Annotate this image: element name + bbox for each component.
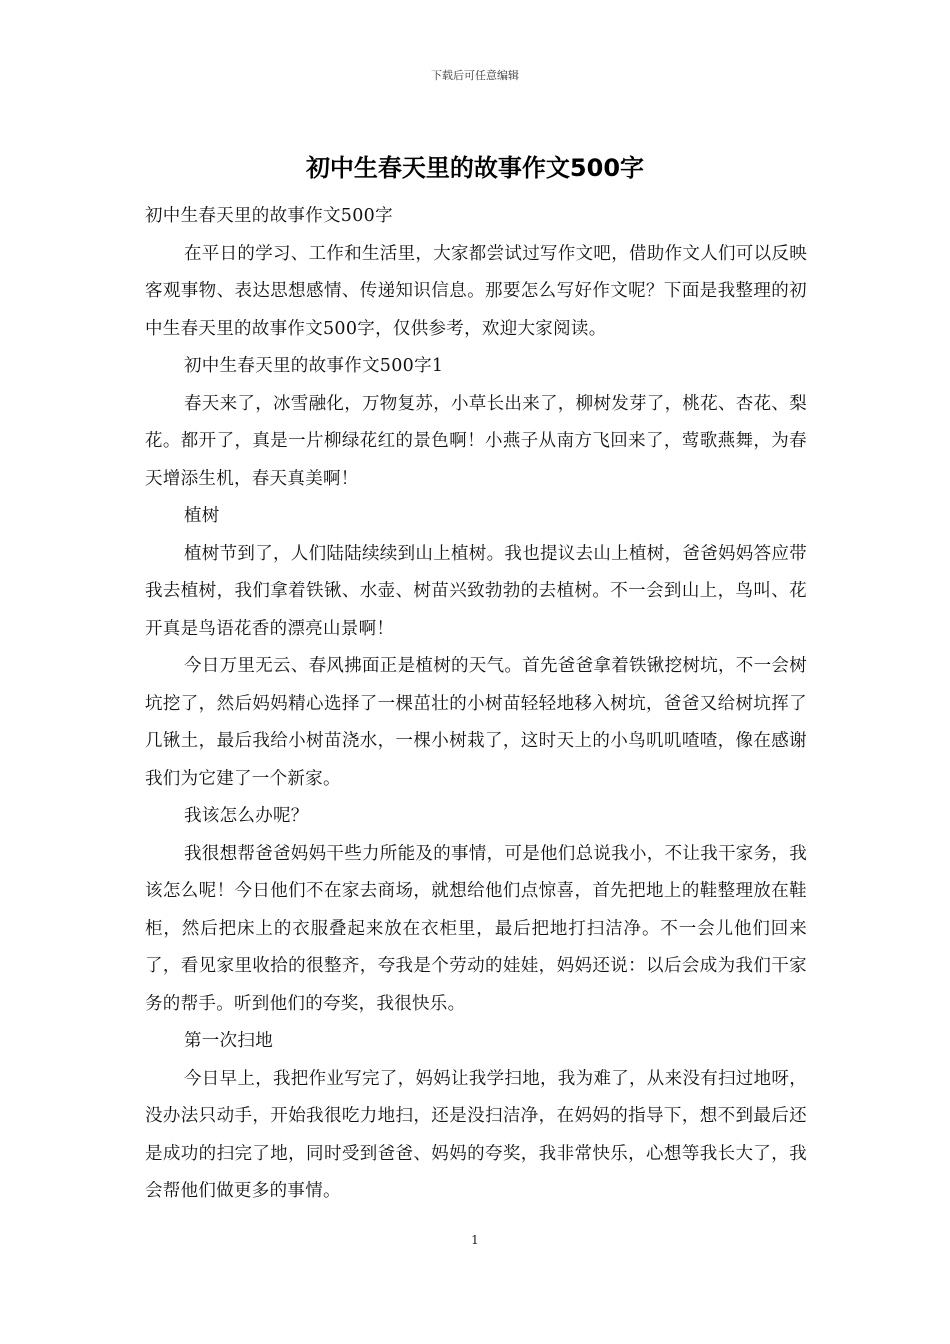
document-body [145, 198, 807, 1211]
planting-paragraph-1: 植树节到了，人们陆陆续续到山上植树。我也提议去山上植树，爸爸妈妈答应带我去植树，我们拿着铁锹、水壶、树苗兴致勃勃的去植树。不一会到山上，鸟叫、花开真是鸟语花香的漂亮山景啊！ [145, 543, 807, 639]
header-note: 下载后可任意编辑 [431, 69, 519, 82]
spring-paragraph: 春天来了，冰雪融化，万物复苏，小草长出来了，柳树发芽了，桃花、杏花、梨花。都开了，真是一片柳绿花红的景色啊！小燕子从南方飞回来了，莺歌燕舞，为春天增添生机，春天真美啊！ [145, 393, 807, 489]
section-heading-what-to-do: 我该怎么办呢？ [184, 806, 309, 826]
intro-paragraph: 在平日的学习、工作和生活里，大家都尝试过写作文吧，借助作文人们可以反映客观事物、表达思想感情、传递知识信息。那要怎么写好作文呢？下面是我整理的初中生春天里的故事作文500字，仅供参考，欢迎大家阅读。 [145, 243, 807, 339]
page-number: 1 [471, 1233, 479, 1247]
planting-paragraph-2: 今日万里无云、春风拂面正是植树的天气。首先爸爸拿着铁锹挖树坑，不一会树坑挖了，然后妈妈精心选择了一棵茁壮的小树苗轻轻地移入树坑，爸爸又给树坑挥了几锹土，最后我给小树苗浇水，一棵小树栽了，这时天上的小鸟叽叽喳喳，像在感谢我们为它建了一个新家。 [145, 656, 807, 789]
document-title: 初中生春天里的故事作文500字 [305, 154, 645, 182]
section-heading-first-sweep: 第一次扫地 [184, 1031, 273, 1051]
sweeping-paragraph: 今日早上，我把作业写完了，妈妈让我学扫地，我为难了，从来没有扫过地呀，没办法只动手，开始我很吃力地扫，还是没扫洁净，在妈妈的指导下，想不到最后还是成功的扫完了地，同时受到爸爸、妈妈的夸奖，我非常快乐，心想等我长大了，我会帮他们做更多的事情。 [145, 1068, 807, 1201]
section-heading-planting: 植树 [184, 506, 220, 526]
section-heading-essay-1: 初中生春天里的故事作文500字1 [184, 356, 444, 376]
subtitle-paragraph: 初中生春天里的故事作文500字 [145, 206, 393, 226]
housework-paragraph: 我很想帮爸爸妈妈干些力所能及的事情，可是他们总说我小，不让我干家务，我该怎么呢！今日他们不在家去商场，就想给他们点惊喜，首先把地上的鞋整理放在鞋柜，然后把床上的衣服叠起来放在衣柜里，最后把地打扫洁净。不一会儿他们回来了，看见家里收拾的很整齐，夸我是个劳动的娃娃，妈妈还说：以后会成为我们干家务的帮手。听到他们的夸奖，我很快乐。 [145, 843, 807, 1014]
